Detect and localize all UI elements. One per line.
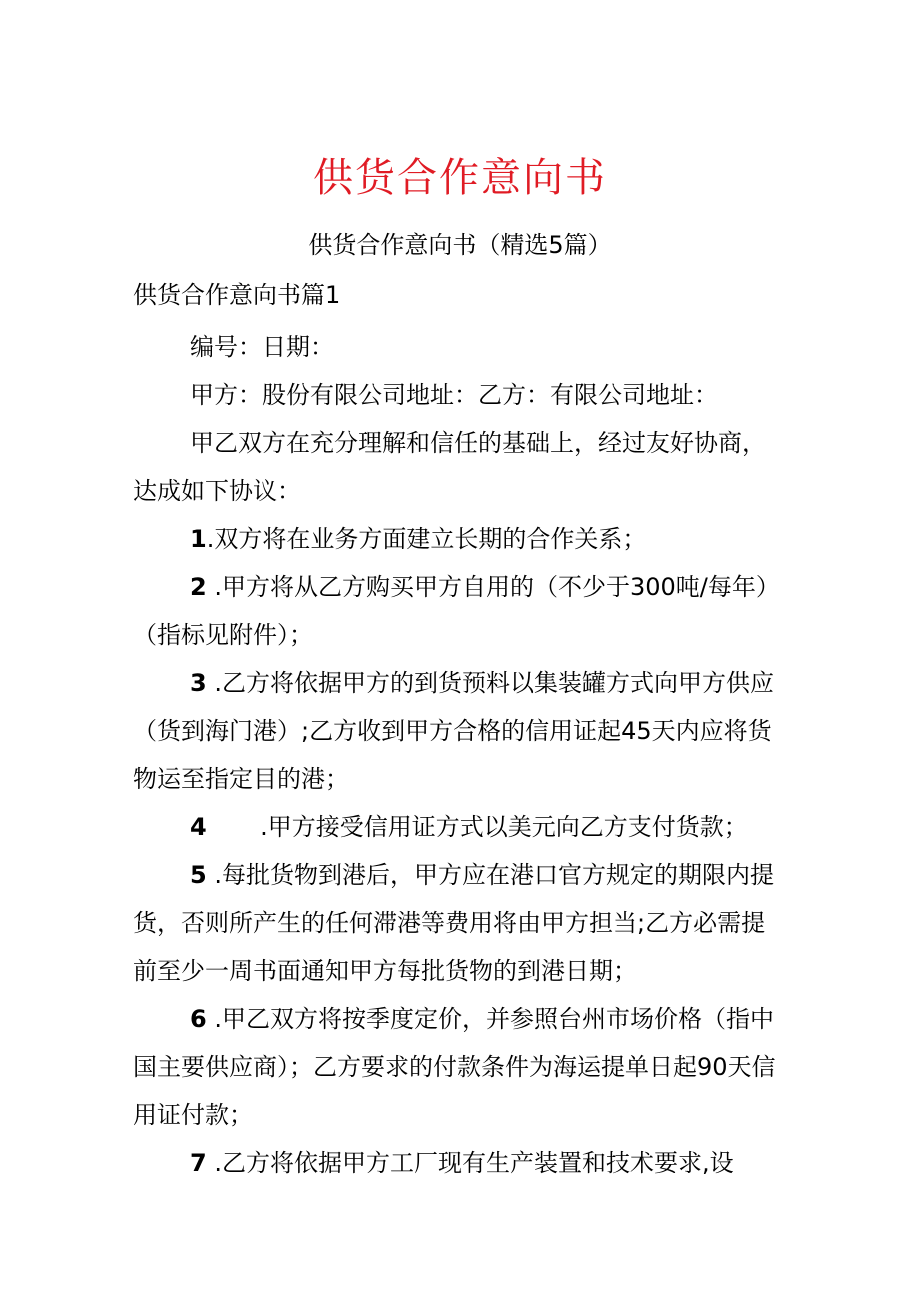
clause-separator: .: [206, 669, 222, 697]
clause-text: 乙方将依据甲方的到货预料以集装罐方式向甲方供应（货到海门港）;乙方收到甲方合格的信用证起45天内应将货物运至指定目的港；: [133, 669, 774, 793]
clause-text: 双方将在业务方面建立长期的合作关系；: [214, 525, 647, 553]
document-subtitle: 供货合作意向书（精选5篇）: [308, 231, 612, 259]
document-title: 供货合作意向书: [313, 155, 607, 201]
clause-separator: .: [206, 861, 222, 889]
clause-separator: .: [206, 525, 215, 553]
clause-6: [133, 995, 783, 1139]
clause-text: 每批货物到港后，甲方应在港口官方规定的期限内提货，否则所产生的任何滞港等费用将由甲方担当;乙方必需提前至少一周书面通知甲方每批货物的到港日期；: [133, 861, 774, 985]
clause-1: [133, 515, 783, 563]
clause-separator: .: [206, 573, 222, 601]
clause-4: [133, 803, 783, 851]
clause-text: 甲乙双方将按季度定价，并参照台州市场价格（指中国主要供应商）；乙方要求的付款条件为海运提单日起90天信用证付款；: [133, 1005, 776, 1129]
clause-text: 甲方将从乙方购买甲方自用的（不少于300吨/每年）（指标见附件）；: [133, 573, 780, 649]
fields-line-parties: 甲方：股份有限公司地址：乙方：有限公司地址：: [190, 381, 718, 409]
fields-line-number-date: 编号：日期：: [190, 333, 334, 361]
clause-number: 1: [190, 525, 207, 553]
clause-separator: .: [206, 813, 268, 841]
body-text: [133, 323, 783, 1187]
clause-number: 4: [190, 813, 207, 841]
clause-5: [133, 851, 783, 995]
intro-paragraph: 甲乙双方在充分理解和信任的基础上，经过友好协商，达成如下协议：: [133, 429, 766, 505]
clause-number: 3: [190, 669, 207, 697]
clause-2: [133, 563, 783, 659]
clause-text: 乙方将依据甲方工厂现有生产装置和技术要求,设: [221, 1149, 734, 1177]
clause-text: 甲方接受信用证方式以美元向乙方支付货款；: [267, 813, 748, 841]
clause-3: [133, 659, 783, 803]
clause-number: 2: [190, 573, 207, 601]
clause-separator: .: [206, 1149, 222, 1177]
clause-7: [133, 1139, 783, 1187]
clause-number: 6: [190, 1005, 207, 1033]
clause-number: 7: [190, 1149, 207, 1177]
clause-separator: .: [206, 1005, 222, 1033]
clause-number: 5: [190, 861, 207, 889]
section-heading: 供货合作意向书篇1: [133, 281, 341, 309]
